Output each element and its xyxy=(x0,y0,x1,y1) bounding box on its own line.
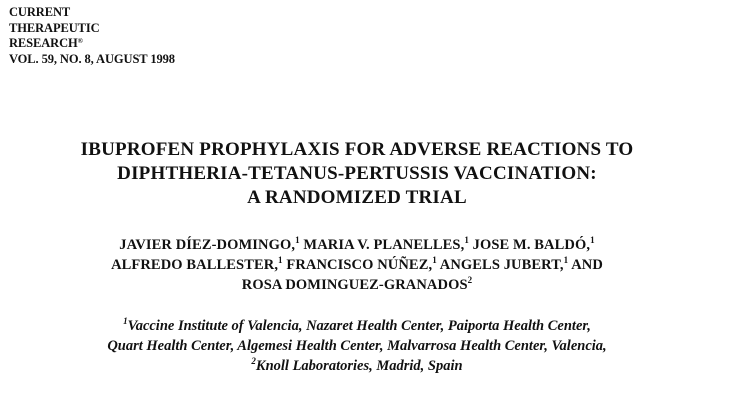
affiliation-text: Vaccine Institute of Valencia, Nazaret Health Center, Paiporta Health Center, xyxy=(127,318,591,334)
author-line-3 xyxy=(0,275,714,295)
author-conjunction: AND xyxy=(571,257,603,273)
author-affiliation-marker: 1 xyxy=(563,255,569,265)
author-name: JAVIER DÍEZ-DOMINGO, xyxy=(119,237,296,253)
journal-name-line-3 xyxy=(9,36,175,52)
author-affiliation-marker: 2 xyxy=(467,275,473,285)
affiliation-marker: 2 xyxy=(251,356,256,366)
journal-volume: VOL. 59, NO. 8, AUGUST 1998 xyxy=(9,51,175,66)
author-affiliation-marker: 1 xyxy=(278,255,283,265)
journal-header xyxy=(9,5,175,67)
author-name: ANGELS JUBERT, xyxy=(439,257,564,273)
author-name: MARIA V. PLANELLES, xyxy=(303,237,465,253)
journal-name-line-2: THERAPEUTIC xyxy=(9,20,100,35)
affiliations xyxy=(0,316,714,376)
author-name: FRANCISCO NÚÑEZ, xyxy=(286,257,433,273)
affiliation-text: Knoll Laboratories, Madrid, Spain xyxy=(255,358,463,374)
author-name: JOSE M. BALDÓ, xyxy=(472,237,591,253)
affiliation-marker: 1 xyxy=(123,316,128,326)
author-affiliation-marker: 1 xyxy=(432,255,437,265)
title-line-3: A RANDOMIZED TRIAL xyxy=(247,187,467,208)
author-affiliation-marker: 1 xyxy=(295,235,300,245)
affiliation-1-line-1 xyxy=(0,316,714,336)
article-title xyxy=(0,138,714,210)
author-name: ROSA DOMINGUEZ-GRANADOS xyxy=(241,277,468,293)
author-line-2 xyxy=(0,255,714,275)
title-line-2: DIPHTHERIA-TETANUS-PERTUSSIS VACCINATION: xyxy=(117,163,597,184)
journal-name-line-1: CURRENT xyxy=(9,5,71,19)
author-affiliation-marker: 1 xyxy=(590,235,595,245)
author-name: ALFREDO BALLESTER, xyxy=(111,257,279,273)
author-list xyxy=(0,235,714,295)
title-line-1: IBUPROFEN PROPHYLAXIS FOR ADVERSE REACTIONS TO xyxy=(80,139,634,160)
journal-name-research: RESEARCH xyxy=(9,36,78,50)
registered-mark: ® xyxy=(77,37,83,45)
author-affiliation-marker: 1 xyxy=(464,235,469,245)
affiliation-2 xyxy=(0,356,714,376)
author-line-1 xyxy=(0,235,714,255)
affiliation-1-line-2: Quart Health Center, Algemesi Health Center, Malvarrosa Health Center, Valencia, xyxy=(107,338,607,354)
